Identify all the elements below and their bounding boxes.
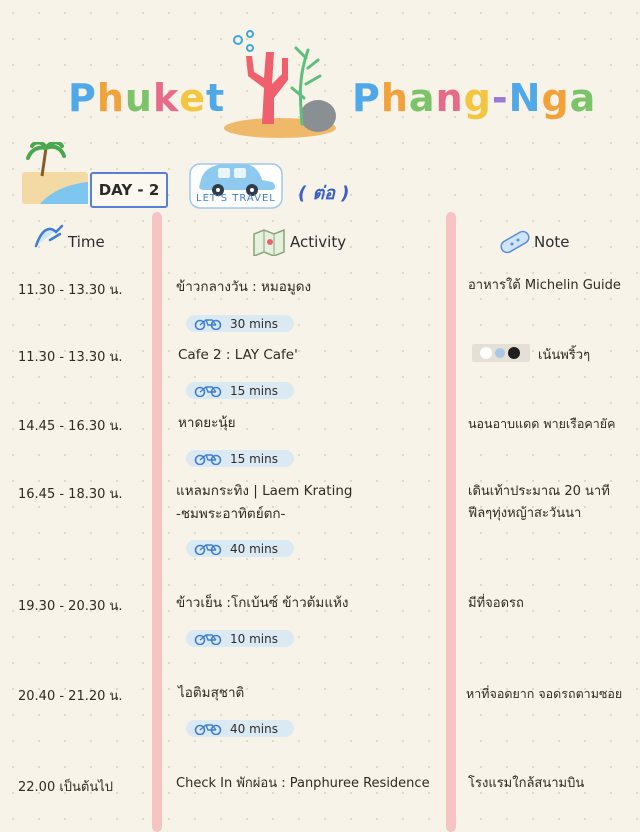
row-activity: Check In พักผ่อน : Panphuree Residence — [176, 776, 430, 791]
row-time: 19.30 - 20.30 น. — [18, 599, 123, 614]
map-icon — [252, 226, 286, 256]
travel-time-label: 15 mins — [230, 451, 278, 466]
row-time: 16.45 - 18.30 น. — [18, 487, 123, 502]
column-divider — [152, 212, 162, 832]
header-time: Time — [68, 233, 105, 251]
row-time: 11.30 - 13.30 น. — [18, 283, 123, 298]
cafe-cups-icon — [472, 342, 530, 364]
bicycle-icon — [194, 543, 224, 555]
row-note: นอนอาบแดด พายเรือคายัค — [468, 416, 616, 431]
title-phuket: Phuket — [68, 76, 226, 120]
travel-time-pill — [186, 450, 294, 467]
travel-time-pill — [186, 382, 294, 399]
row-activity: แหลมกระทิง | Laem Krating — [176, 483, 353, 499]
row-activity: ข้าวเย็น :โกเบ้นซ์ ข้าวต้มแห้ง — [176, 595, 349, 611]
bicycle-icon — [194, 633, 224, 645]
bicycle-icon — [194, 723, 224, 735]
row-time: 11.30 - 13.30 น. — [18, 350, 123, 365]
row-activity: หาดยะนุ้ย — [178, 415, 236, 431]
beach-icon — [22, 142, 90, 206]
header-activity: Activity — [290, 233, 347, 251]
row-activity: ข้าวกลางวัน : หมอมูดง — [176, 279, 312, 295]
bicycle-icon — [194, 385, 224, 397]
row-time: 14.45 - 16.30 น. — [18, 419, 123, 434]
travel-time-label: 30 mins — [230, 316, 278, 331]
bicycle-icon — [194, 453, 224, 465]
row-time: 22.00 เป็นต้นไป — [18, 780, 114, 795]
travel-time-pill — [186, 540, 294, 557]
travel-time-label: 15 mins — [230, 383, 278, 398]
travel-sticker-label: LET'S TRAVEL — [196, 193, 276, 204]
continued-label: ( ต่อ ) — [298, 183, 350, 204]
row-time: 20.40 - 21.20 น. — [18, 689, 123, 704]
row-note: เน้นพริ้วๆ — [538, 348, 591, 363]
coral-illustration-icon — [222, 28, 340, 140]
header-note: Note — [534, 233, 570, 251]
hand-icon — [32, 222, 66, 252]
row-activity: Cafe 2 : LAY Cafe' — [178, 347, 298, 363]
row-note-sub: ฟีลๆทุ่งหญ้าสะวันนา — [468, 506, 582, 521]
row-note: มีที่จอดรถ — [468, 596, 524, 611]
row-note: เดินเท้าประมาณ 20 นาที — [468, 484, 610, 499]
column-divider — [446, 212, 456, 832]
day-label: DAY - 2 — [98, 181, 160, 199]
travel-time-label: 40 mins — [230, 721, 278, 736]
travel-time-pill — [186, 720, 294, 737]
travel-time-label: 40 mins — [230, 541, 278, 556]
bicycle-icon — [194, 318, 224, 330]
bandage-icon — [498, 226, 532, 256]
travel-time-pill — [186, 315, 294, 332]
row-note: หาที่จอดยาก จอดรถตามซอย — [466, 686, 623, 701]
day-badge — [90, 172, 168, 208]
row-note: อาหารใต้ Michelin Guide — [468, 278, 621, 293]
row-activity-sub: -ชมพระอาทิตย์ตก- — [176, 506, 286, 522]
travel-time-label: 10 mins — [230, 631, 278, 646]
row-activity: ไอติมสุชาติ — [178, 685, 245, 701]
travel-time-pill — [186, 630, 294, 647]
row-note: โรงแรมใกล้สนามบิน — [468, 776, 585, 791]
title-phang-nga: Phang-Nga — [352, 76, 597, 120]
